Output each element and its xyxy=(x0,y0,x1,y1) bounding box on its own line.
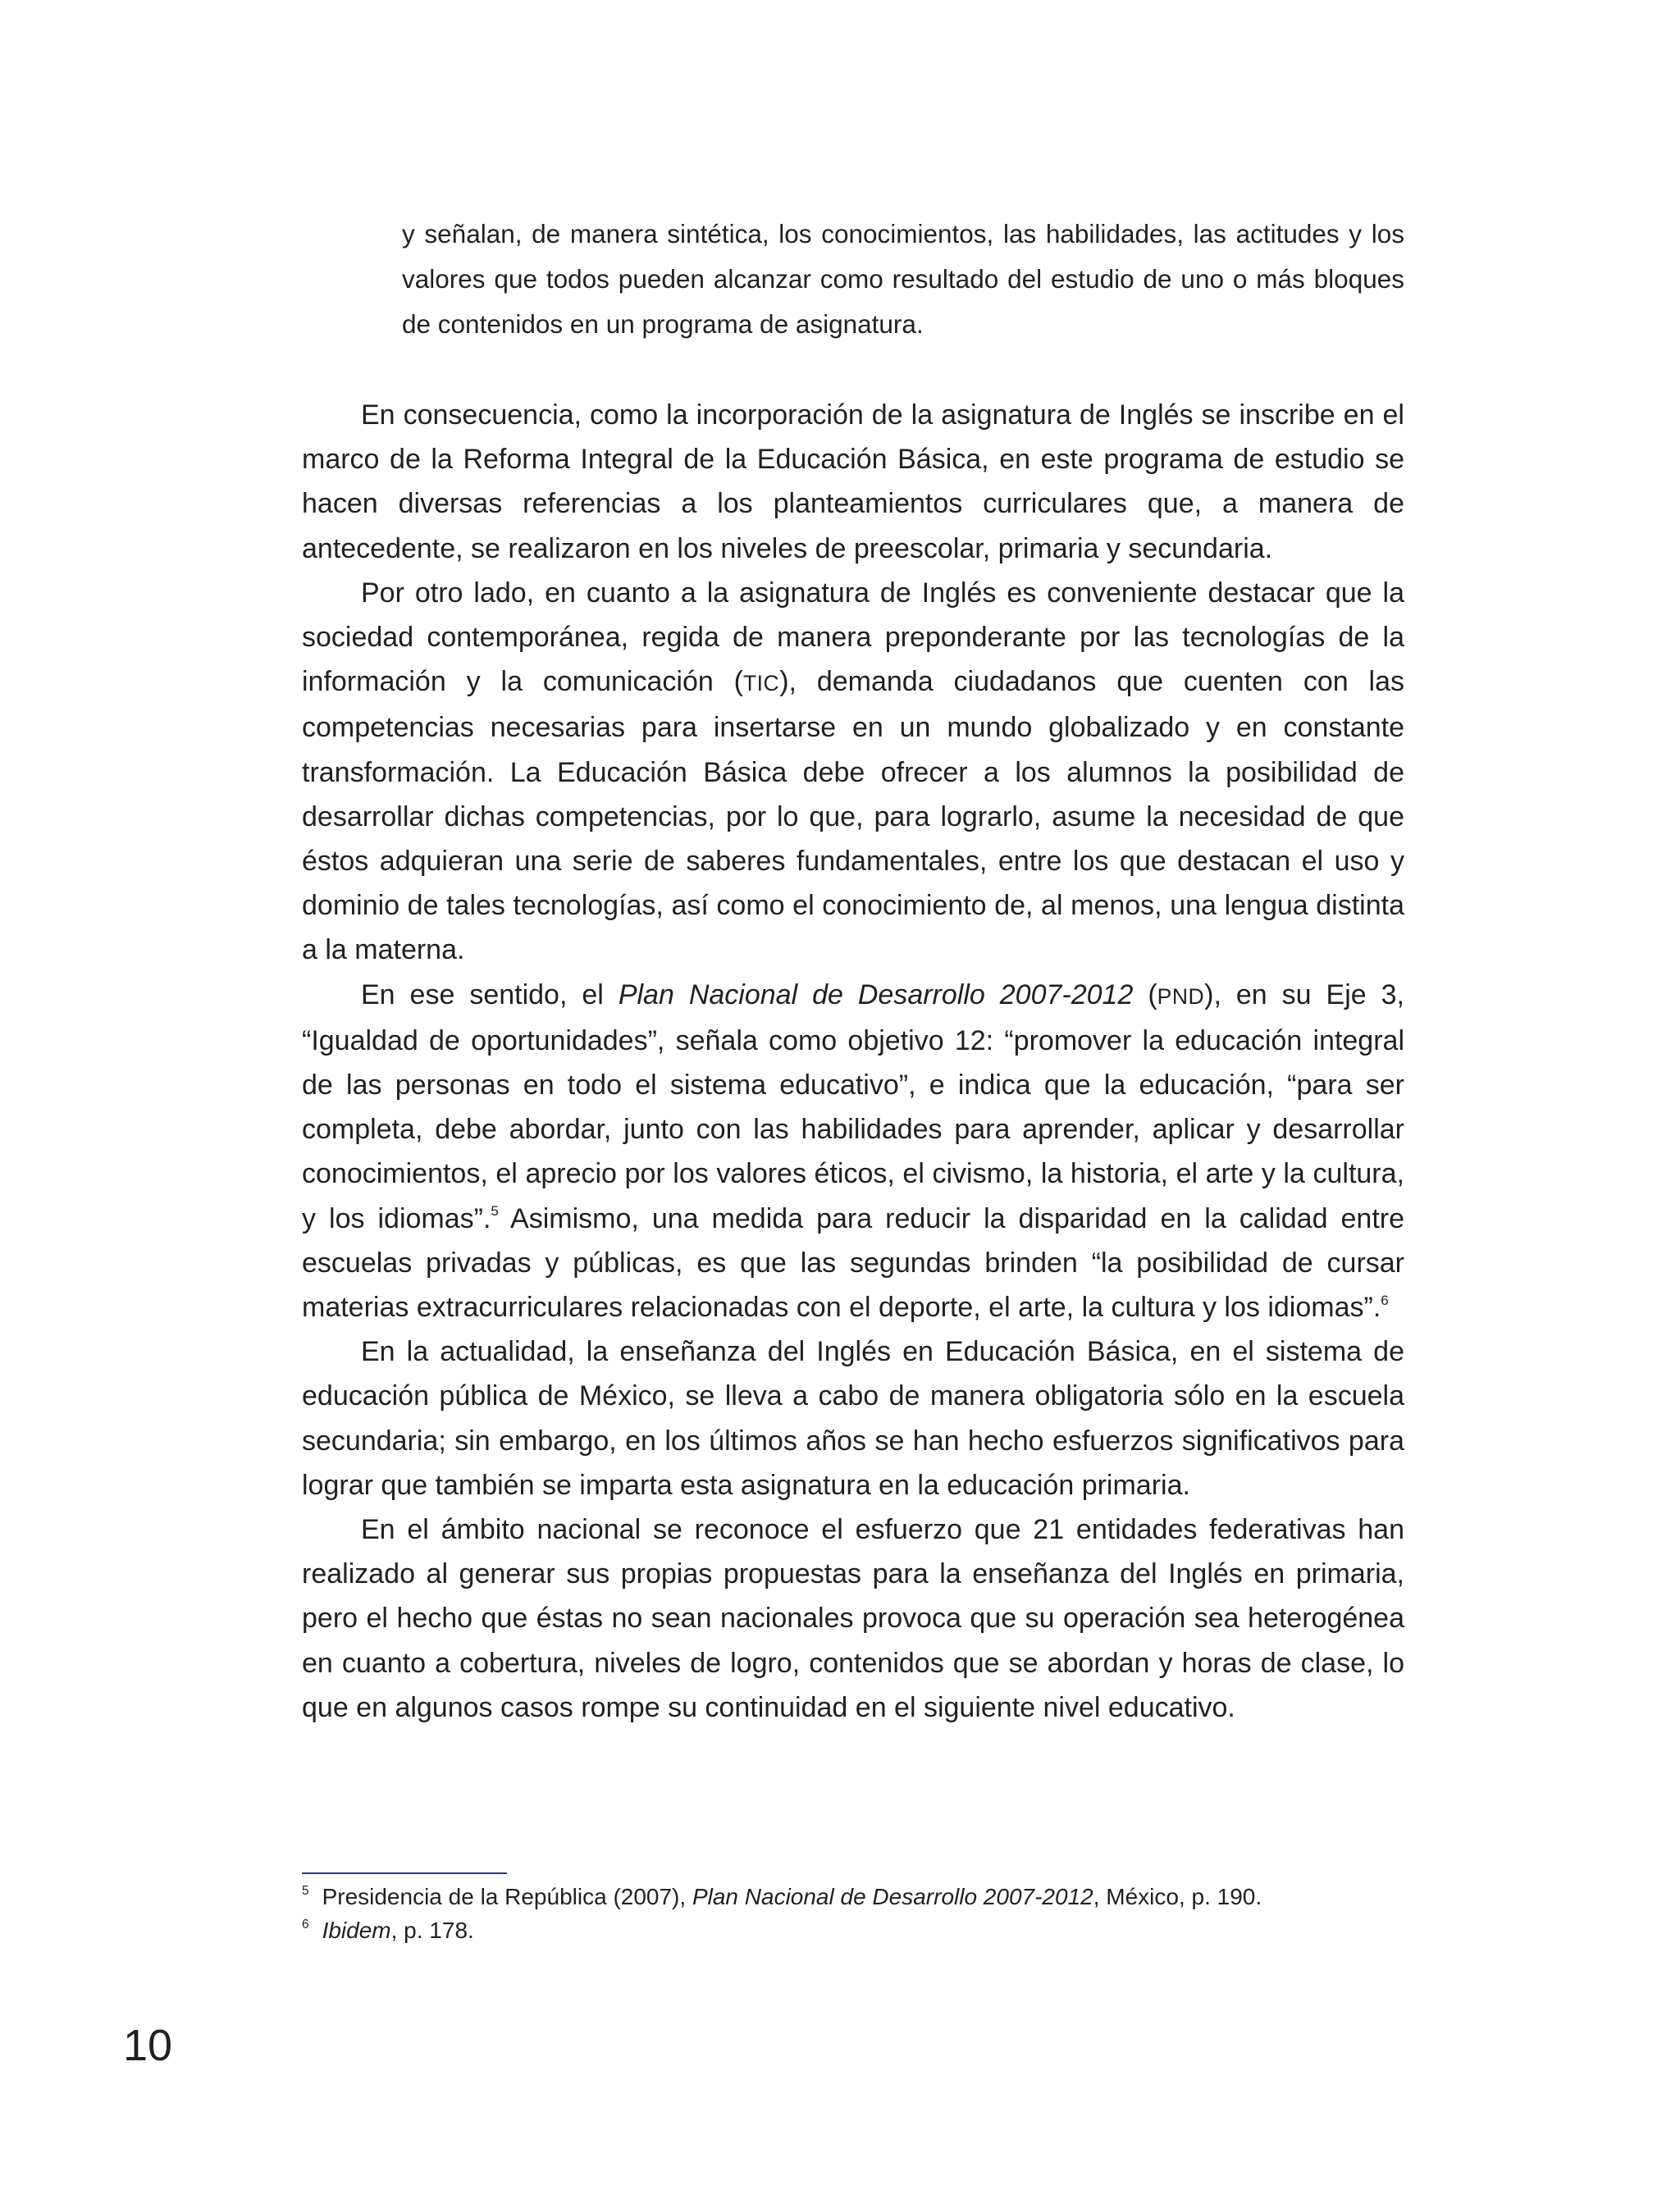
plan-title: Plan Nacional de Desarrollo 2007-2012 xyxy=(618,978,1134,1010)
paragraph-3-part-c: ), en su Eje 3, “Igualdad de oportunidades”, señala como objetivo 12: “promover la educación integral de las personas en todo el sistema educativo”, e indica que la educación, “para ser completa, debe abordar, junto con las habilidades para aprender, aplicar y desarrollar conocimientos, el aprecio por los valores éticos, el civismo, la historia, el arte y la cultura, y los idiomas”. xyxy=(302,978,1404,1234)
footnote-6-number: 6 xyxy=(302,1917,309,1932)
paragraph-4: En la actualidad, la enseñanza del Inglés en Educación Básica, en el sistema de educación pública de México, se lleva a cabo de manera obligatoria sólo en la escuela secundaria; sin embargo, en los últimos años se han hecho esfuerzos significativos para lograr que también se imparta esta asignatura en la educación primaria. xyxy=(302,1336,1404,1501)
footnote-5-part-a: Presidencia de la República (2007), xyxy=(322,1884,692,1909)
paragraph-3-part-b: ( xyxy=(1133,978,1157,1010)
footnote-ref-6[interactable]: 6 xyxy=(1381,1292,1389,1308)
footnotes xyxy=(302,1880,1404,1947)
paragraph-3-part-a: En ese sentido, el xyxy=(361,978,619,1010)
footnote-6-title: Ibidem xyxy=(322,1918,391,1943)
body-text xyxy=(302,393,1404,1730)
footnote-5 xyxy=(302,1880,1404,1913)
paragraph-3 xyxy=(302,973,1404,1330)
abbreviation-tic: TIC xyxy=(742,671,780,696)
paragraph-2-part-b: ), demanda ciudadanos que cuenten con las competencias necesarias para insertarse en un mundo globalizado y en constante transformación. La Educación Básica debe ofrecer a los alumnos la posibilidad de desarrollar dichas competencias, por lo que, para lograrlo, asume la necesidad de que éstos adquieran una serie de saberes fundamentales, entre los que destacan el uso y dominio de tales tecnologías, así como el conocimiento de, al menos, una lengua distinta a la materna. xyxy=(302,666,1404,966)
paragraph-5: En el ámbito nacional se reconoce el esfuerzo que 21 entidades federativas han realizado al generar sus propias propuestas para la enseñanza del Inglés en primaria, pero el hecho que éstas no sean nacionales provoca que su operación sea heterogénea en cuanto a cobertura, niveles de logro, contenidos que se abordan y horas de clase, lo que en algunos casos rompe su continuidad en el siguiente nivel educativo. xyxy=(302,1514,1404,1723)
footnote-5-title: Plan Nacional de Desarrollo 2007-2012 xyxy=(692,1884,1093,1909)
footnote-ref-5[interactable]: 5 xyxy=(491,1203,499,1220)
abbreviation-pnd: PND xyxy=(1157,983,1205,1009)
footnote-5-number: 5 xyxy=(302,1883,309,1898)
paragraph-2 xyxy=(302,571,1404,973)
paragraph-1: En consecuencia, como la incorporación de la asignatura de Inglés se inscribe en el marco de la Reforma Integral de la Educación Básica, en este programa de estudio se hacen diversas referencias a los planteamientos curriculares que, a manera de antecedente, se realizaron en los niveles de preescolar, primaria y secundaria. xyxy=(302,399,1404,564)
paragraph-3-part-d: Asimismo, una medida para reducir la disparidad en la calidad entre escuelas privadas y públicas, es que las segundas brinden “la posibilidad de cursar materias extracurriculares relacionadas con el deporte, el arte, la cultura y los idiomas”. xyxy=(302,1202,1405,1324)
block-quote: y señalan, de manera sintética, los conocimientos, las habilidades, las actitudes y los valores que todos pueden alcanzar como resultado del estudio de uno o más bloques de contenidos en un programa de asignatura. xyxy=(402,219,1404,339)
footnote-6 xyxy=(302,1913,1404,1947)
footnote-divider xyxy=(302,1872,507,1874)
paragraph-2-part-a: Por otro lado, en cuanto a la asignatura de Inglés es conveniente destacar que la sociedad contemporánea, regida de manera preponderante por las tecnologías de la información y la comunicación ( xyxy=(302,577,1404,698)
footnote-5-part-b: , México, p. 190. xyxy=(1093,1884,1262,1909)
page-number: 10 xyxy=(123,2021,173,2070)
footnote-6-part-b: , p. 178. xyxy=(390,1918,474,1943)
